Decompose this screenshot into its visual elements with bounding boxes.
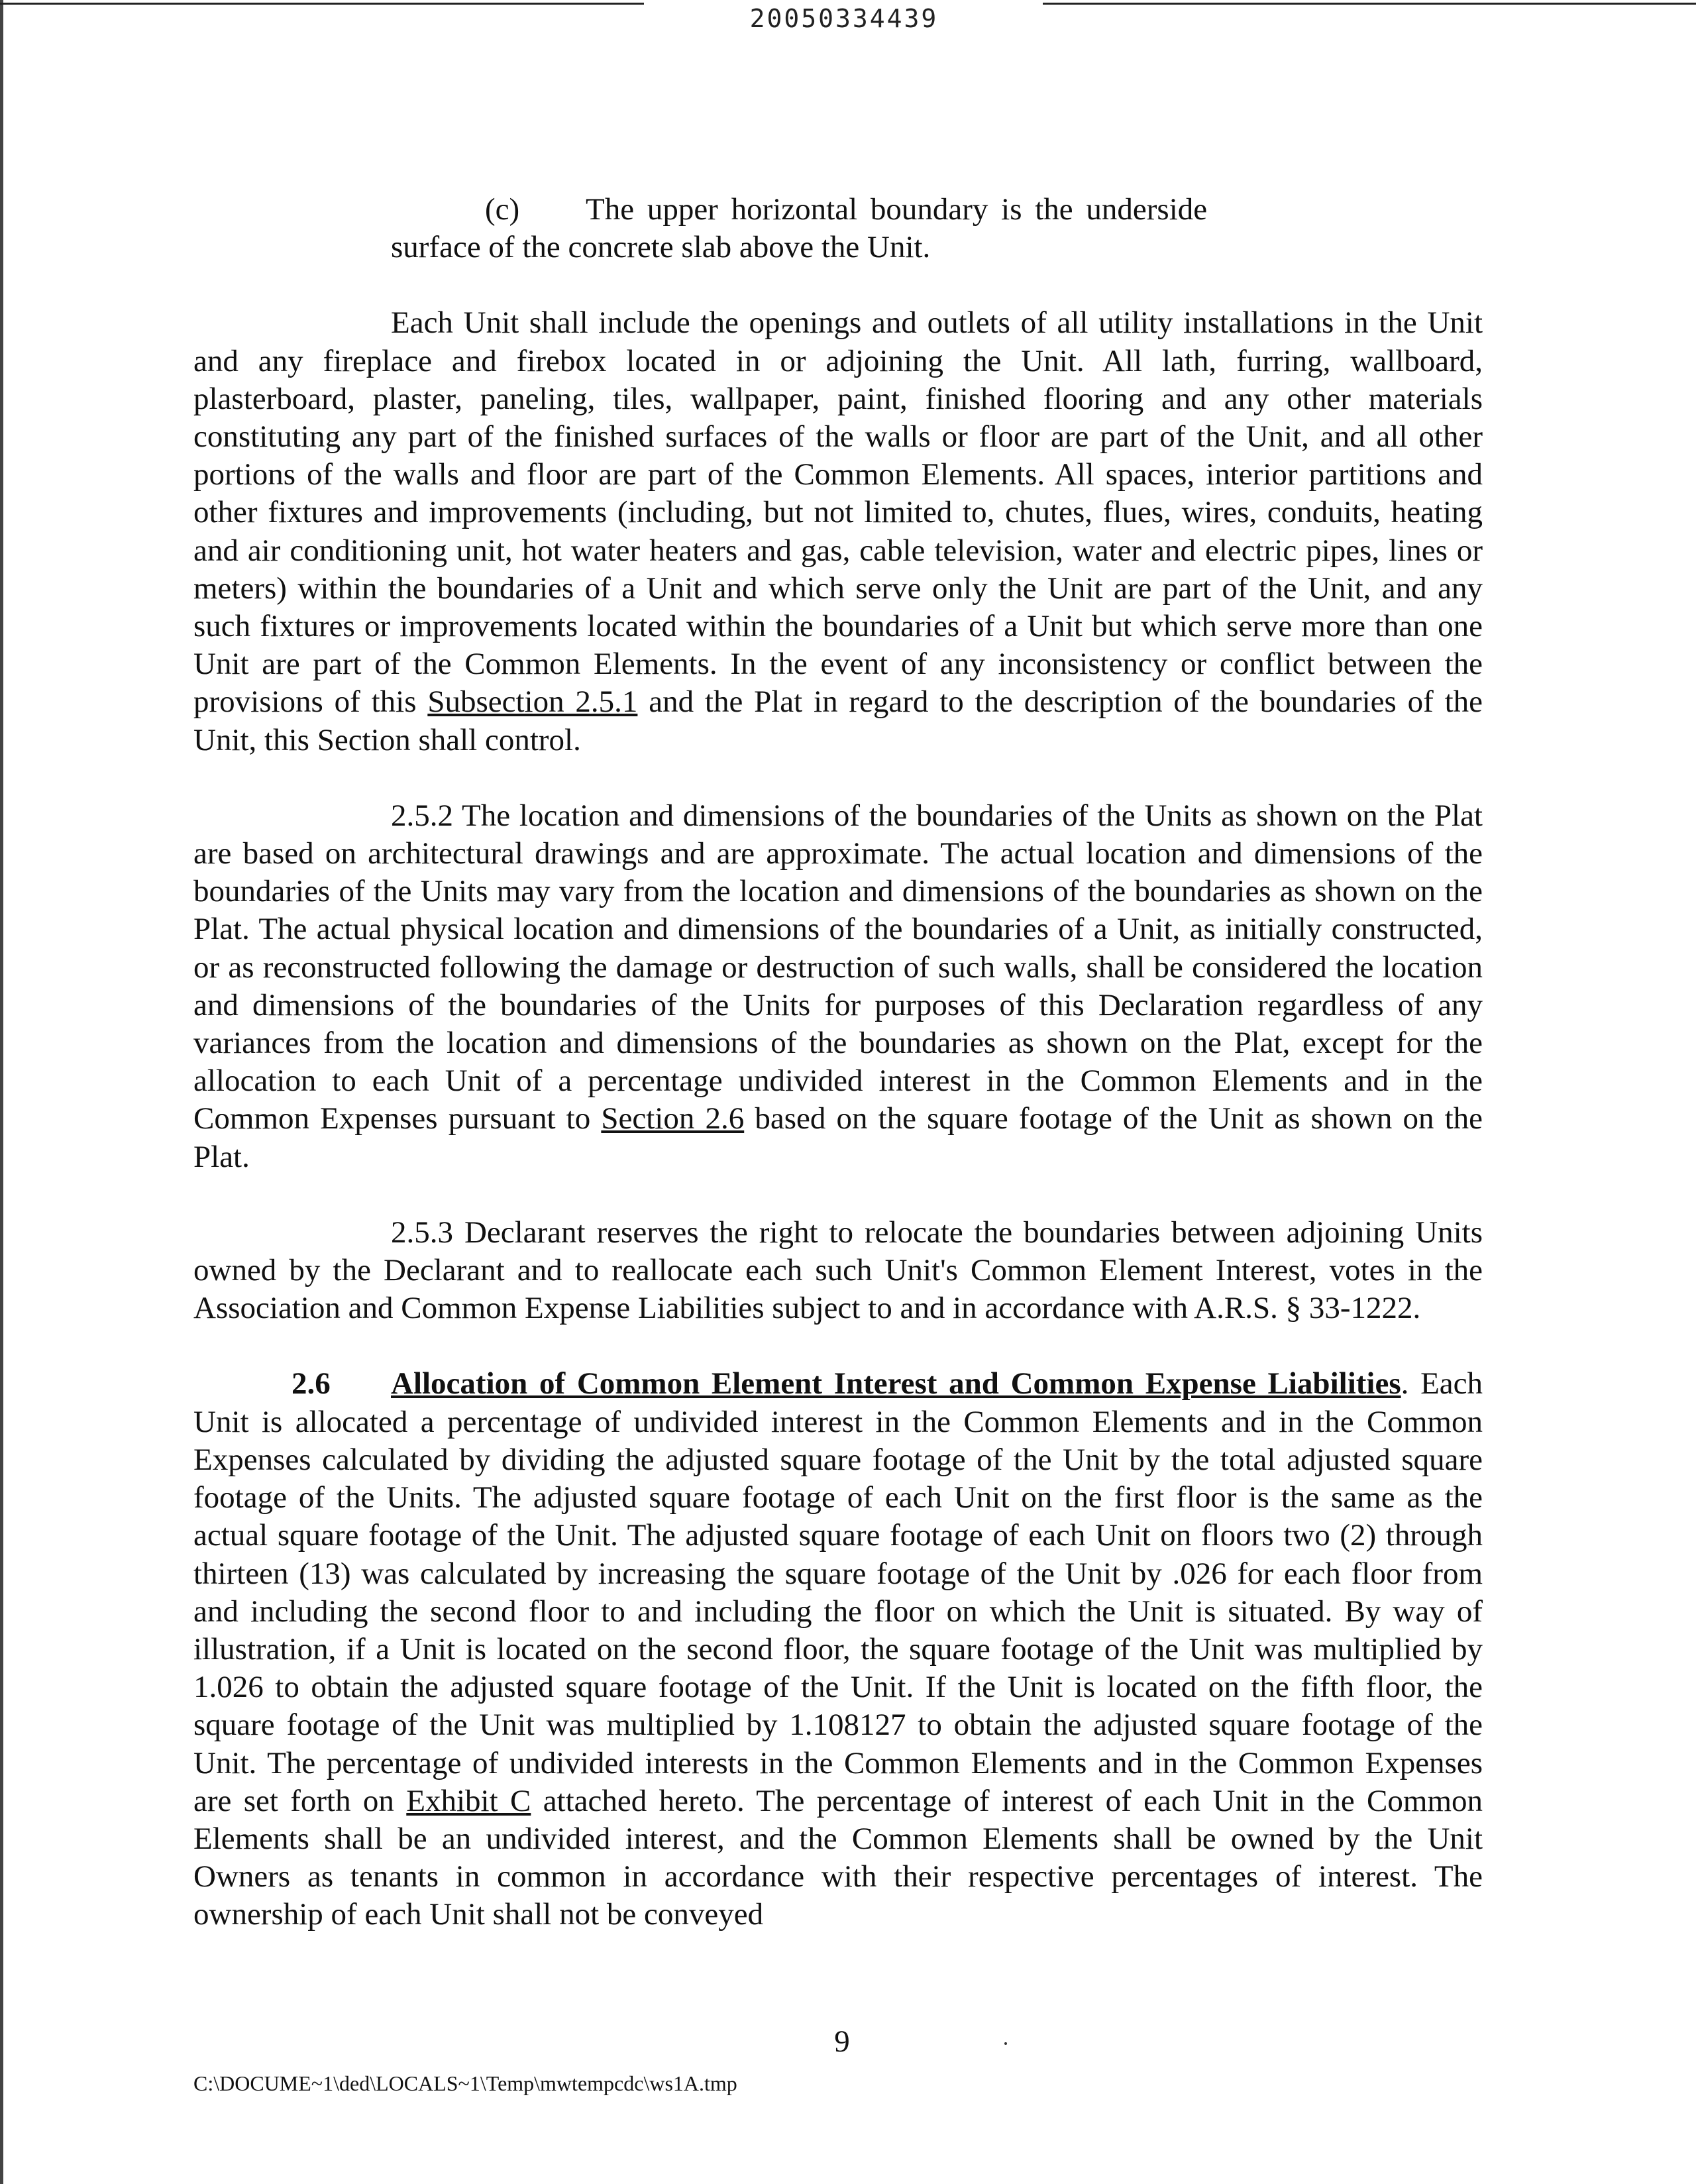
section-2-6-reference: Section 2.6: [601, 1101, 745, 1136]
section-2-6: [193, 1365, 1483, 1934]
item-c-text-line2: surface of the concrete slab above the Unit.: [391, 230, 931, 265]
section-2-6-text-end: attached hereto. The percentage of interest of each Unit in the Common Elements shall be an undivided interest, and the Common Elements shall be owned by the Unit Owners as tenants in common in accordance with their respective percentages of interest. The ownership of each Unit shall not be conveyed: [193, 1783, 1483, 1932]
item-c-label: (c): [485, 192, 520, 227]
scan-edge: [0, 0, 3, 2184]
subsection-2-5-1-reference: Subsection 2.5.1: [427, 684, 638, 720]
section-2-6-number: 2.6: [292, 1366, 331, 1401]
section-2-5-2-text: 2.5.2 The location and dimensions of the boundaries of the Units as shown on the Plat are based on architectural drawings and are approximate. The actual location and dimensions of the boundaries of the Units may vary from the location and dimensions of the boundaries as shown on the Plat. The actual physical location and dimensions of the boundaries of a Unit, as initially constructed, or as reconstructed following the damage or destruction of such walls, shall be considered the location and dimensions of the boundaries of the Units for purposes of this Declaration regardless of any variances from the location and dimensions of the boundaries as shown on the Plat, except for the allocation to each Unit of a percentage undivided interest in the Common Elements and in the Common Expenses pursuant to: [193, 798, 1483, 1136]
paragraph-unit-inclusions: [193, 304, 1483, 759]
paragraph-unit-text-end: and the Plat in regard to the description of the boundaries of the Unit, this Section shall control.: [193, 684, 1483, 757]
header-rule-right: [1043, 3, 1696, 5]
section-2-5-3: 2.5.3 Declarant reserves the right to relocate the boundaries between adjoining Units owned by the Declarant and to reallocate each such Unit's Common Element Interest, votes in the Association and Common Expense Liabilities subject to and in accordance with A.R.S. § 33-1222.: [193, 1215, 1483, 1326]
section-2-5-2-text-end: based on the square footage of the Unit as shown on the Plat.: [193, 1101, 1483, 1174]
exhibit-c-reference: Exhibit C: [406, 1783, 531, 1818]
item-c-first-line: [193, 191, 1483, 229]
paragraph-unit-text: Each Unit shall include the openings and outlets of all utility installations in the Unit and any fireplace and firebox located in or adjoining the Unit. All lath, furring, wallboard, plasterboard, plaster, paneling, tiles, wallpaper, paint, finished flooring and any other materials constituting any part of the finished surfaces of the walls or floor are part of the Unit, and all other portions of the walls and floor are part of the Common Elements. All spaces, interior partitions and other fixtures and improvements (including, but not limited to, chutes, flues, wires, conduits, heating and air conditioning unit, hot water heaters and gas, cable television, water and electric pipes, lines or meters) within the boundaries of a Unit and which serve only the Unit are part of the Unit, and any such fixtures or improvements located within the boundaries of a Unit but which serve more than one Unit are part of the Common Elements. In the event of any inconsistency or conflict between the provisions of this: [193, 305, 1483, 720]
recording-number: 20050334439: [749, 4, 939, 33]
page-number: 9: [834, 2024, 850, 2059]
header-rule-left: [0, 3, 644, 5]
section-2-6-text: Each Unit is allocated a percentage of undivided interest in the Common Elements and in the Common Expenses calculated by dividing the adjusted square footage of the Unit by the total adjusted square footage of the Units. The adjusted square footage of each Unit on the first floor is the same as the actual square footage of the Unit. The adjusted square footage of each Unit on floors two (2) through thirteen (13) was calculated by increasing the square footage of the Unit by .026 for each floor from and including the second floor to and including the floor on which the Unit is situated. By way of illustration, if a Unit is located on the second floor, the square footage of the Unit was multiplied by 1.026 to obtain the adjusted square footage of the Unit. If the Unit is located on the fifth floor, the square footage of the Unit was multiplied by 1.108127 to obtain the adjusted square footage of the Unit. The percentage of undivided interests in the Common Elements and in the Common Expenses are set forth on: [193, 1366, 1483, 1818]
scan-speck: [1004, 2042, 1007, 2045]
item-c-text-line1: The upper horizontal boundary is the underside: [586, 192, 1208, 227]
section-2-6-title-period: .: [1401, 1366, 1409, 1401]
section-2-5-2: [193, 797, 1483, 1176]
document-body: [193, 191, 1483, 1934]
file-path-footer: C:\DOCUME~1\ded\LOCALS~1\Temp\mwtempcdc\ws1A.tmp: [193, 2071, 737, 2095]
section-2-6-title: Allocation of Common Element Interest and Common Expense Liabilities: [391, 1366, 1401, 1401]
